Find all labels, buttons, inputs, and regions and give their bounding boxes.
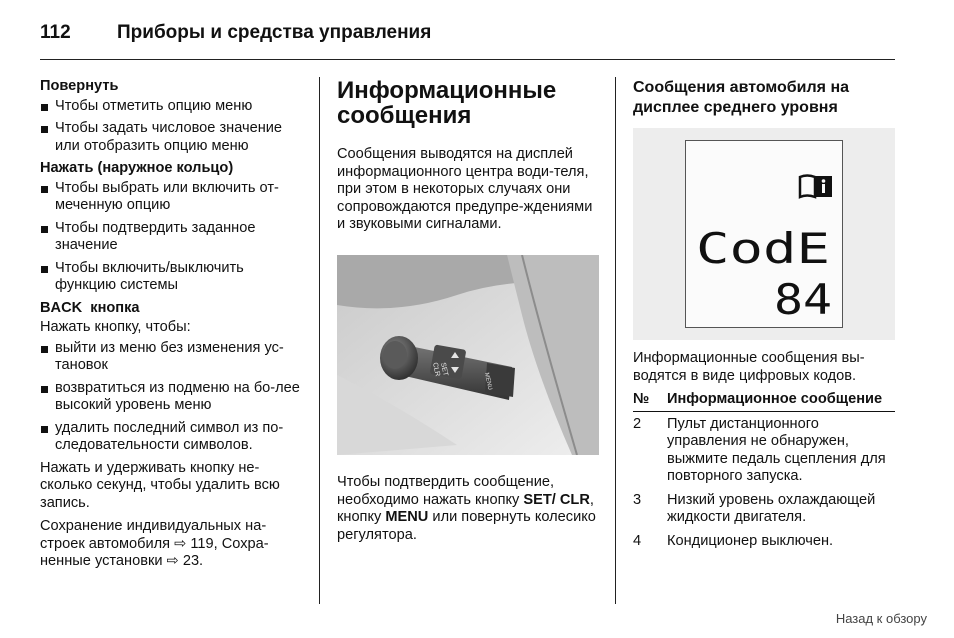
list-item: удалить последний символ из по-следовательности символов. [40,420,305,455]
back-to-overview-link[interactable]: Назад к обзору [835,611,927,626]
bullet-icon [41,226,48,233]
svg-text:84: 84 [774,277,832,317]
lcd-message-number [774,277,834,317]
column-divider [319,77,320,604]
column-header-message: Информационное сообщение [667,391,883,407]
back-button-heading: BACK кнопка [40,299,140,316]
clr-label: CLR [431,361,441,377]
digital-codes-description: Информационные сообщения вы-водятся в виде цифровых кодов. [633,350,865,384]
section-title: Информационные сообщения [337,77,557,129]
info-messages-column [337,78,599,550]
hold-instructions: Нажать и удерживать кнопку не-сколько секунд, чтобы удалить всю запись. [40,459,280,511]
chapter-title: Приборы и средства управления [117,22,432,43]
confirm-caption: Чтобы подтвердить сообщение, необходимо нажать кнопку SET/ CLR, кнопку MENU или повернуть колесико регулятора. [337,474,596,543]
save-settings-text: Сохранение индивидуальных на-строек автомобиля ⇨ 119, Сохра-ненные установки ⇨ 23. [40,518,269,569]
section-title: Сообщения автомобиля на дисплее среднего уровня [633,79,849,116]
column-header-number: № [633,391,650,407]
turn-heading: Повернуть [40,78,119,94]
list-item: Чтобы задать числовое значение или отобразить опцию меню [40,120,305,155]
table-header [633,391,895,412]
list-item: Чтобы отметить опцию меню [40,98,305,116]
message-number: 3 [633,491,642,508]
message-text: Низкий уровень охлаждающей жидкости двигателя. [667,491,876,525]
list-item: возвратиться из подменю на бо-лее высокий уровень меню [40,380,305,415]
table-row [633,492,895,527]
bullet-icon [41,104,48,111]
turn-list [40,98,305,156]
bullet-icon [41,426,48,433]
lcd-display-illustration [633,128,895,340]
stalk-photo [337,255,599,455]
lcd-screen [685,140,843,328]
list-item: Чтобы выбрать или включить от-меченную опцию [40,180,305,215]
set-label: SET [439,361,449,377]
bullet-icon [41,186,48,193]
list-item: выйти из меню без изменения ус-тановок [40,340,305,375]
message-text: Пульт дистанционного управления не обнаружен, выжмите педаль сцепления для повторного запуска. [667,415,886,484]
intro-paragraph: Сообщения выводятся на дисплей информационного центра води-теля, при этом в некоторых случаях они сопровождаются предупре-ждениями и звуковыми сигналами. [337,146,593,232]
bullet-icon [41,266,48,273]
list-item: Чтобы подтвердить заданное значение [40,220,305,255]
svg-text:CodE: CodE [696,225,830,267]
lcd-code-text [696,225,832,267]
press-list [40,180,305,295]
column-divider [615,77,616,604]
bullet-icon [41,386,48,393]
bullet-icon [41,346,48,353]
message-number: 4 [633,532,642,549]
back-intro: Нажать кнопку, чтобы: [40,319,191,335]
page-header [40,18,895,60]
message-number: 2 [633,415,642,432]
press-heading: Нажать (наружное кольцо) [40,160,234,176]
back-list [40,340,305,455]
table-row [633,533,895,551]
menu-label: MENU [483,371,493,391]
list-item: Чтобы включить/выключить функцию системы [40,260,305,295]
bullet-icon [41,126,48,133]
vehicle-messages-column [633,78,895,556]
info-book-icon [798,173,834,199]
message-text: Кондиционер выключен. [667,532,834,549]
controls-column [40,78,305,577]
table-row [633,416,895,486]
page-number: 112 [40,22,71,43]
